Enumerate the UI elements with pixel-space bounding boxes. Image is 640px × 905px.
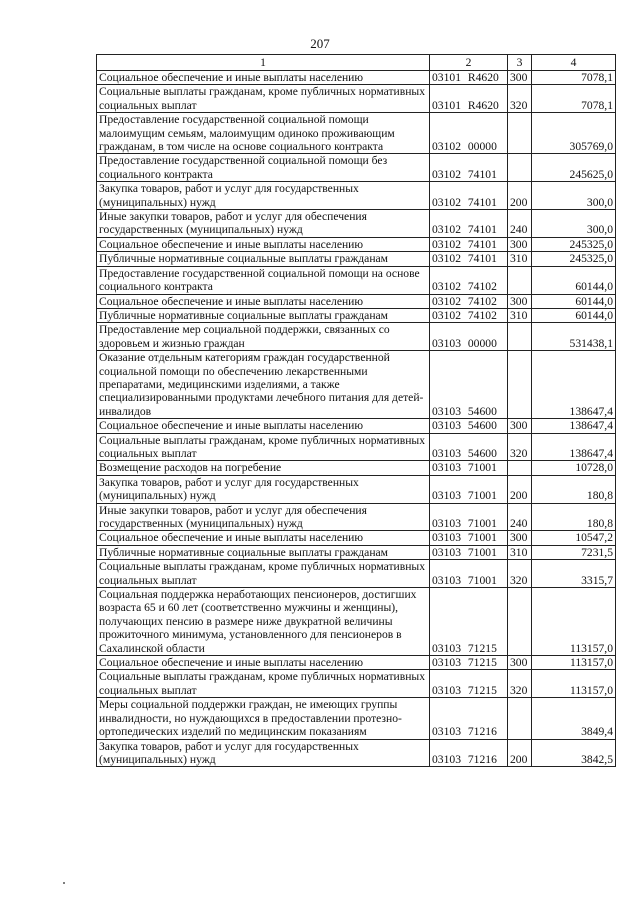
cell-name: Социальные выплаты гражданам, кроме публичных нормативных социальных выплат — [97, 85, 430, 113]
cell-sum: 138647,4 — [532, 433, 616, 461]
cell-name: Закупка товаров, работ и услуг для государственных (муниципальных) нужд — [97, 182, 430, 210]
cell-vr — [508, 588, 532, 656]
cell-vr: 310 — [508, 308, 532, 322]
cell-csr: 03102 74102 — [430, 266, 508, 294]
cell-name: Предоставление мер социальной поддержки, связанных со здоровьем и жизнью граждан — [97, 323, 430, 351]
table-row — [97, 308, 616, 322]
cell-sum: 7231,5 — [532, 545, 616, 559]
cell-sum: 60144,0 — [532, 266, 616, 294]
cell-sum: 245325,0 — [532, 252, 616, 266]
cell-vr: 300 — [508, 71, 532, 85]
budget-table — [96, 54, 616, 767]
cell-vr: 300 — [508, 294, 532, 308]
table-row — [97, 294, 616, 308]
cell-name: Публичные нормативные социальные выплаты гражданам — [97, 252, 430, 266]
table-row — [97, 503, 616, 531]
table-row — [97, 351, 616, 419]
table-row — [97, 545, 616, 559]
cell-sum: 245625,0 — [532, 154, 616, 182]
cell-csr: 03103 54600 — [430, 433, 508, 461]
cell-csr: 03103 54600 — [430, 419, 508, 433]
cell-sum: 3842,5 — [532, 739, 616, 767]
table-row — [97, 739, 616, 767]
table-row — [97, 85, 616, 113]
cell-vr — [508, 698, 532, 739]
cell-sum: 180,8 — [532, 503, 616, 531]
page-number: 207 — [310, 36, 330, 51]
scan-mark — [63, 882, 65, 884]
table-row — [97, 419, 616, 433]
cell-vr: 200 — [508, 739, 532, 767]
cell-sum: 245325,0 — [532, 237, 616, 251]
table-row — [97, 588, 616, 656]
cell-csr: 03103 71001 — [430, 560, 508, 588]
cell-csr: 03103 54600 — [430, 351, 508, 419]
cell-sum: 300,0 — [532, 210, 616, 238]
table-row — [97, 182, 616, 210]
table-row — [97, 433, 616, 461]
cell-csr: 03102 74101 — [430, 210, 508, 238]
cell-sum: 60144,0 — [532, 294, 616, 308]
table-row — [97, 670, 616, 698]
cell-name: Социальное обеспечение и иные выплаты населению — [97, 71, 430, 85]
cell-sum: 113157,0 — [532, 588, 616, 656]
cell-name: Иные закупки товаров, работ и услуг для обеспечения государственных (муниципальных) нужд — [97, 503, 430, 531]
cell-name: Закупка товаров, работ и услуг для государственных (муниципальных) нужд — [97, 475, 430, 503]
cell-name: Социальные выплаты гражданам, кроме публичных нормативных социальных выплат — [97, 433, 430, 461]
cell-name: Социальное обеспечение и иные выплаты населению — [97, 419, 430, 433]
cell-sum: 113157,0 — [532, 656, 616, 670]
cell-vr: 310 — [508, 545, 532, 559]
cell-name: Предоставление государственной социальной помощи без социального контракта — [97, 154, 430, 182]
cell-csr: 03103 71216 — [430, 698, 508, 739]
table-row — [97, 560, 616, 588]
cell-name: Социальные выплаты гражданам, кроме публичных нормативных социальных выплат — [97, 560, 430, 588]
cell-sum: 7078,1 — [532, 71, 616, 85]
header-col-4: 4 — [532, 55, 616, 71]
cell-sum: 10728,0 — [532, 461, 616, 475]
table-row — [97, 210, 616, 238]
cell-sum: 10547,2 — [532, 531, 616, 545]
cell-name: Социальное обеспечение и иные выплаты населению — [97, 294, 430, 308]
cell-csr: 03103 71001 — [430, 545, 508, 559]
cell-sum: 138647,4 — [532, 351, 616, 419]
cell-csr: 03103 71001 — [430, 475, 508, 503]
cell-csr: 03103 71001 — [430, 531, 508, 545]
cell-name: Социальная поддержка неработающих пенсионеров, достигших возраста 65 и 60 лет (соответственно мужчины и женщины), получающих пенсию в размере ниже двукратной величины прожиточного минимума, установленного для пенсионеров в Сахалинской области — [97, 588, 430, 656]
cell-vr — [508, 266, 532, 294]
cell-name: Публичные нормативные социальные выплаты гражданам — [97, 545, 430, 559]
table-row — [97, 154, 616, 182]
cell-csr: 03103 71215 — [430, 656, 508, 670]
cell-csr: 03102 74101 — [430, 182, 508, 210]
header-row — [97, 55, 616, 71]
cell-sum: 7078,1 — [532, 85, 616, 113]
cell-csr: 03102 74101 — [430, 154, 508, 182]
table-row — [97, 698, 616, 739]
cell-vr: 240 — [508, 503, 532, 531]
cell-csr: 03102 00000 — [430, 113, 508, 154]
header-col-2: 2 — [430, 55, 508, 71]
cell-sum: 305769,0 — [532, 113, 616, 154]
cell-name: Предоставление государственной социальной помощи малоимущим семьям, малоимущим одиноко проживающим гражданам, в том числе на основе социального контракта — [97, 113, 430, 154]
cell-csr: 03103 71215 — [430, 670, 508, 698]
cell-csr: 03102 74101 — [430, 237, 508, 251]
cell-csr: 03101 R4620 — [430, 85, 508, 113]
cell-vr: 320 — [508, 560, 532, 588]
table-body — [97, 71, 616, 767]
cell-vr: 320 — [508, 433, 532, 461]
cell-name: Закупка товаров, работ и услуг для государственных (муниципальных) нужд — [97, 739, 430, 767]
cell-vr — [508, 323, 532, 351]
cell-name: Оказание отдельным категориям граждан государственной социальной помощи по обеспечению лекарственными препаратами, медицинскими изделиями, а также специализированными продуктами лечебного питания для детей-инвалидов — [97, 351, 430, 419]
cell-vr — [508, 351, 532, 419]
cell-vr — [508, 154, 532, 182]
cell-sum: 180,8 — [532, 475, 616, 503]
cell-name: Социальное обеспечение и иные выплаты населению — [97, 237, 430, 251]
cell-vr: 310 — [508, 252, 532, 266]
cell-csr: 03103 71215 — [430, 588, 508, 656]
header-col-3: 3 — [508, 55, 532, 71]
cell-vr — [508, 461, 532, 475]
cell-name: Возмещение расходов на погребение — [97, 461, 430, 475]
cell-sum: 300,0 — [532, 182, 616, 210]
table-row — [97, 113, 616, 154]
table-row — [97, 475, 616, 503]
cell-csr: 03102 74102 — [430, 308, 508, 322]
cell-sum: 3315,7 — [532, 560, 616, 588]
table-row — [97, 531, 616, 545]
header-col-1: 1 — [97, 55, 430, 71]
cell-csr: 03103 00000 — [430, 323, 508, 351]
table-row — [97, 252, 616, 266]
cell-vr: 300 — [508, 531, 532, 545]
cell-sum: 531438,1 — [532, 323, 616, 351]
cell-csr: 03103 71216 — [430, 739, 508, 767]
cell-vr: 240 — [508, 210, 532, 238]
cell-csr: 03102 74101 — [430, 252, 508, 266]
cell-csr: 03103 71001 — [430, 503, 508, 531]
cell-name: Предоставление государственной социальной помощи на основе социального контракта — [97, 266, 430, 294]
cell-name: Социальное обеспечение и иные выплаты населению — [97, 656, 430, 670]
table-row — [97, 266, 616, 294]
cell-sum: 60144,0 — [532, 308, 616, 322]
cell-name: Публичные нормативные социальные выплаты гражданам — [97, 308, 430, 322]
cell-name: Социальное обеспечение и иные выплаты населению — [97, 531, 430, 545]
cell-csr: 03101 R4620 — [430, 71, 508, 85]
cell-name: Социальные выплаты гражданам, кроме публичных нормативных социальных выплат — [97, 670, 430, 698]
cell-name: Иные закупки товаров, работ и услуг для обеспечения государственных (муниципальных) нужд — [97, 210, 430, 238]
cell-vr — [508, 113, 532, 154]
cell-vr: 200 — [508, 182, 532, 210]
table-row — [97, 237, 616, 251]
cell-name: Меры социальной поддержки граждан, не имеющих группы инвалидности, но нуждающихся в предоставлении протезно-ортопедических изделий по медицинским показаниям — [97, 698, 430, 739]
table-row — [97, 656, 616, 670]
table-row — [97, 461, 616, 475]
cell-vr: 320 — [508, 85, 532, 113]
cell-vr: 300 — [508, 419, 532, 433]
table-row — [97, 323, 616, 351]
cell-vr: 300 — [508, 656, 532, 670]
cell-sum: 113157,0 — [532, 670, 616, 698]
cell-sum: 3849,4 — [532, 698, 616, 739]
cell-vr: 200 — [508, 475, 532, 503]
cell-vr: 300 — [508, 237, 532, 251]
cell-vr: 320 — [508, 670, 532, 698]
cell-sum: 138647,4 — [532, 419, 616, 433]
table-row — [97, 71, 616, 85]
cell-csr: 03102 74102 — [430, 294, 508, 308]
cell-csr: 03103 71001 — [430, 461, 508, 475]
